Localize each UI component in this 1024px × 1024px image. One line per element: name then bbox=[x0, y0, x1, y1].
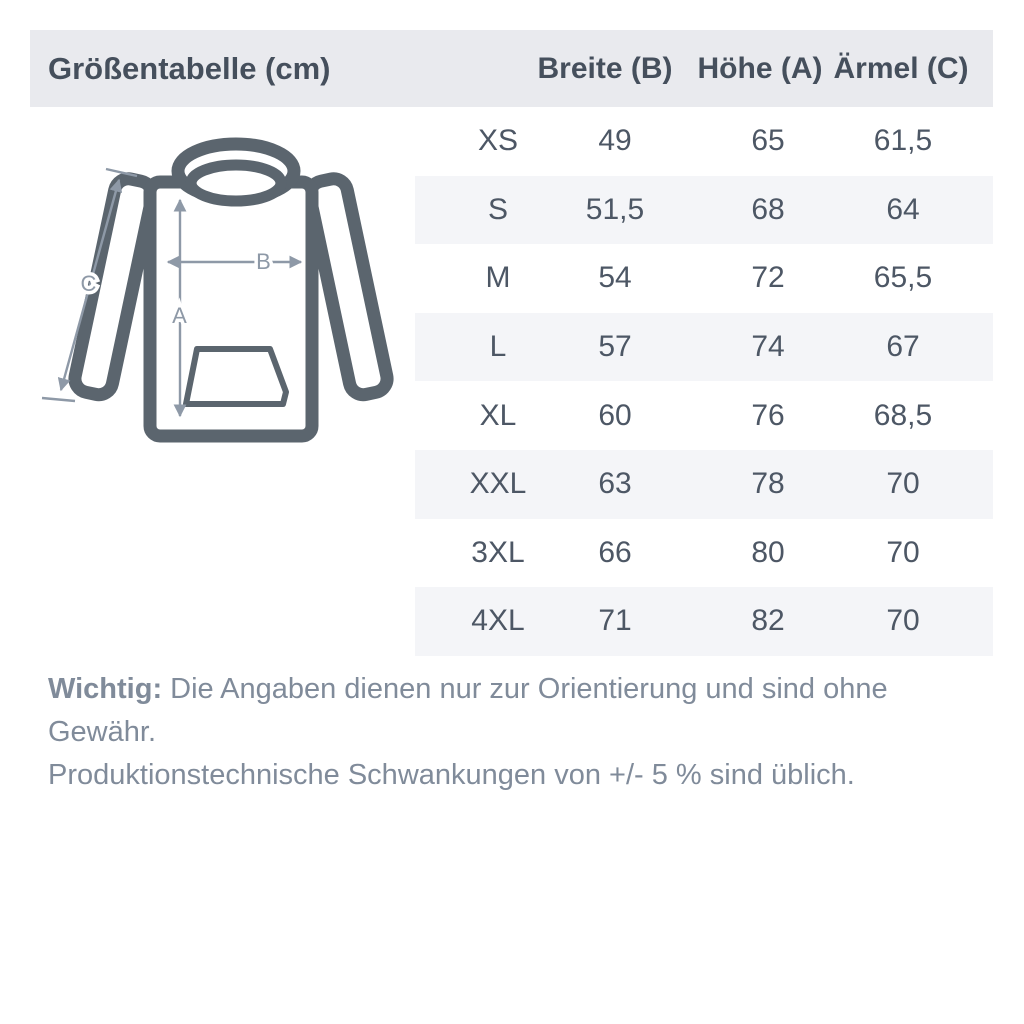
dim-a-label: A bbox=[172, 302, 188, 328]
breite-cell: 71 bbox=[598, 604, 632, 638]
hoehe-cell: 78 bbox=[751, 467, 785, 501]
aermel-cell: 64 bbox=[886, 192, 920, 226]
size-cell: 4XL bbox=[471, 604, 525, 638]
disclaimer-note bbox=[48, 668, 978, 797]
column-header-aermel: Ärmel (C) bbox=[833, 51, 969, 85]
hoehe-cell: 72 bbox=[751, 261, 785, 295]
hoodie-size-diagram bbox=[40, 130, 420, 470]
dim-b-label: B bbox=[256, 248, 272, 274]
size-cell: XL bbox=[479, 398, 517, 432]
hoodie-illustration bbox=[40, 130, 420, 470]
aermel-cell: 67 bbox=[886, 330, 920, 364]
table-row bbox=[415, 381, 993, 450]
table-row bbox=[415, 107, 993, 176]
breite-cell: 51,5 bbox=[585, 192, 645, 226]
dim-c-bottom-tick bbox=[42, 398, 75, 401]
breite-cell: 60 bbox=[598, 398, 632, 432]
hoehe-cell: 76 bbox=[751, 398, 785, 432]
column-header-breite: Breite (B) bbox=[537, 51, 673, 85]
breite-cell: 63 bbox=[598, 467, 632, 501]
size-table-body bbox=[415, 107, 993, 656]
size-cell: XXL bbox=[469, 467, 527, 501]
size-cell: L bbox=[489, 330, 507, 364]
hoehe-cell: 68 bbox=[751, 192, 785, 226]
hoehe-cell: 82 bbox=[751, 604, 785, 638]
aermel-cell: 70 bbox=[886, 467, 920, 501]
disclaimer-bold-prefix: Wichtig: bbox=[48, 673, 163, 705]
aermel-cell: 61,5 bbox=[873, 124, 933, 158]
hood-inner bbox=[191, 165, 281, 201]
dim-c-label: C bbox=[80, 270, 98, 296]
table-header-band bbox=[30, 30, 993, 107]
aermel-cell: 65,5 bbox=[873, 261, 933, 295]
hoehe-cell: 80 bbox=[751, 535, 785, 569]
breite-cell: 57 bbox=[598, 330, 632, 364]
column-header-hoehe: Höhe (A) bbox=[697, 51, 823, 85]
disclaimer-line2: Produktionstechnische Schwankungen von +/- 5 % sind üblich. bbox=[48, 759, 855, 791]
page-title: Größentabelle (cm) bbox=[48, 50, 331, 86]
size-cell: S bbox=[487, 192, 509, 226]
aermel-cell: 70 bbox=[886, 604, 920, 638]
size-cell: XS bbox=[477, 124, 519, 158]
kangaroo-pocket bbox=[186, 349, 286, 404]
size-cell: M bbox=[485, 261, 511, 295]
table-row bbox=[415, 313, 993, 382]
hoehe-cell: 65 bbox=[751, 124, 785, 158]
aermel-cell: 68,5 bbox=[873, 398, 933, 432]
hoehe-cell: 74 bbox=[751, 330, 785, 364]
breite-cell: 49 bbox=[598, 124, 632, 158]
breite-cell: 66 bbox=[598, 535, 632, 569]
table-row bbox=[415, 450, 993, 519]
hoodie-outline bbox=[72, 144, 389, 436]
table-row bbox=[415, 176, 993, 245]
aermel-cell: 70 bbox=[886, 535, 920, 569]
disclaimer-line1: Die Angaben dienen nur zur Orientierung und sind ohne Gewähr. bbox=[48, 673, 888, 748]
breite-cell: 54 bbox=[598, 261, 632, 295]
table-row bbox=[415, 519, 993, 588]
table-row bbox=[415, 587, 993, 656]
right-sleeve bbox=[307, 176, 389, 397]
size-cell: 3XL bbox=[471, 535, 525, 569]
table-row bbox=[415, 244, 993, 313]
